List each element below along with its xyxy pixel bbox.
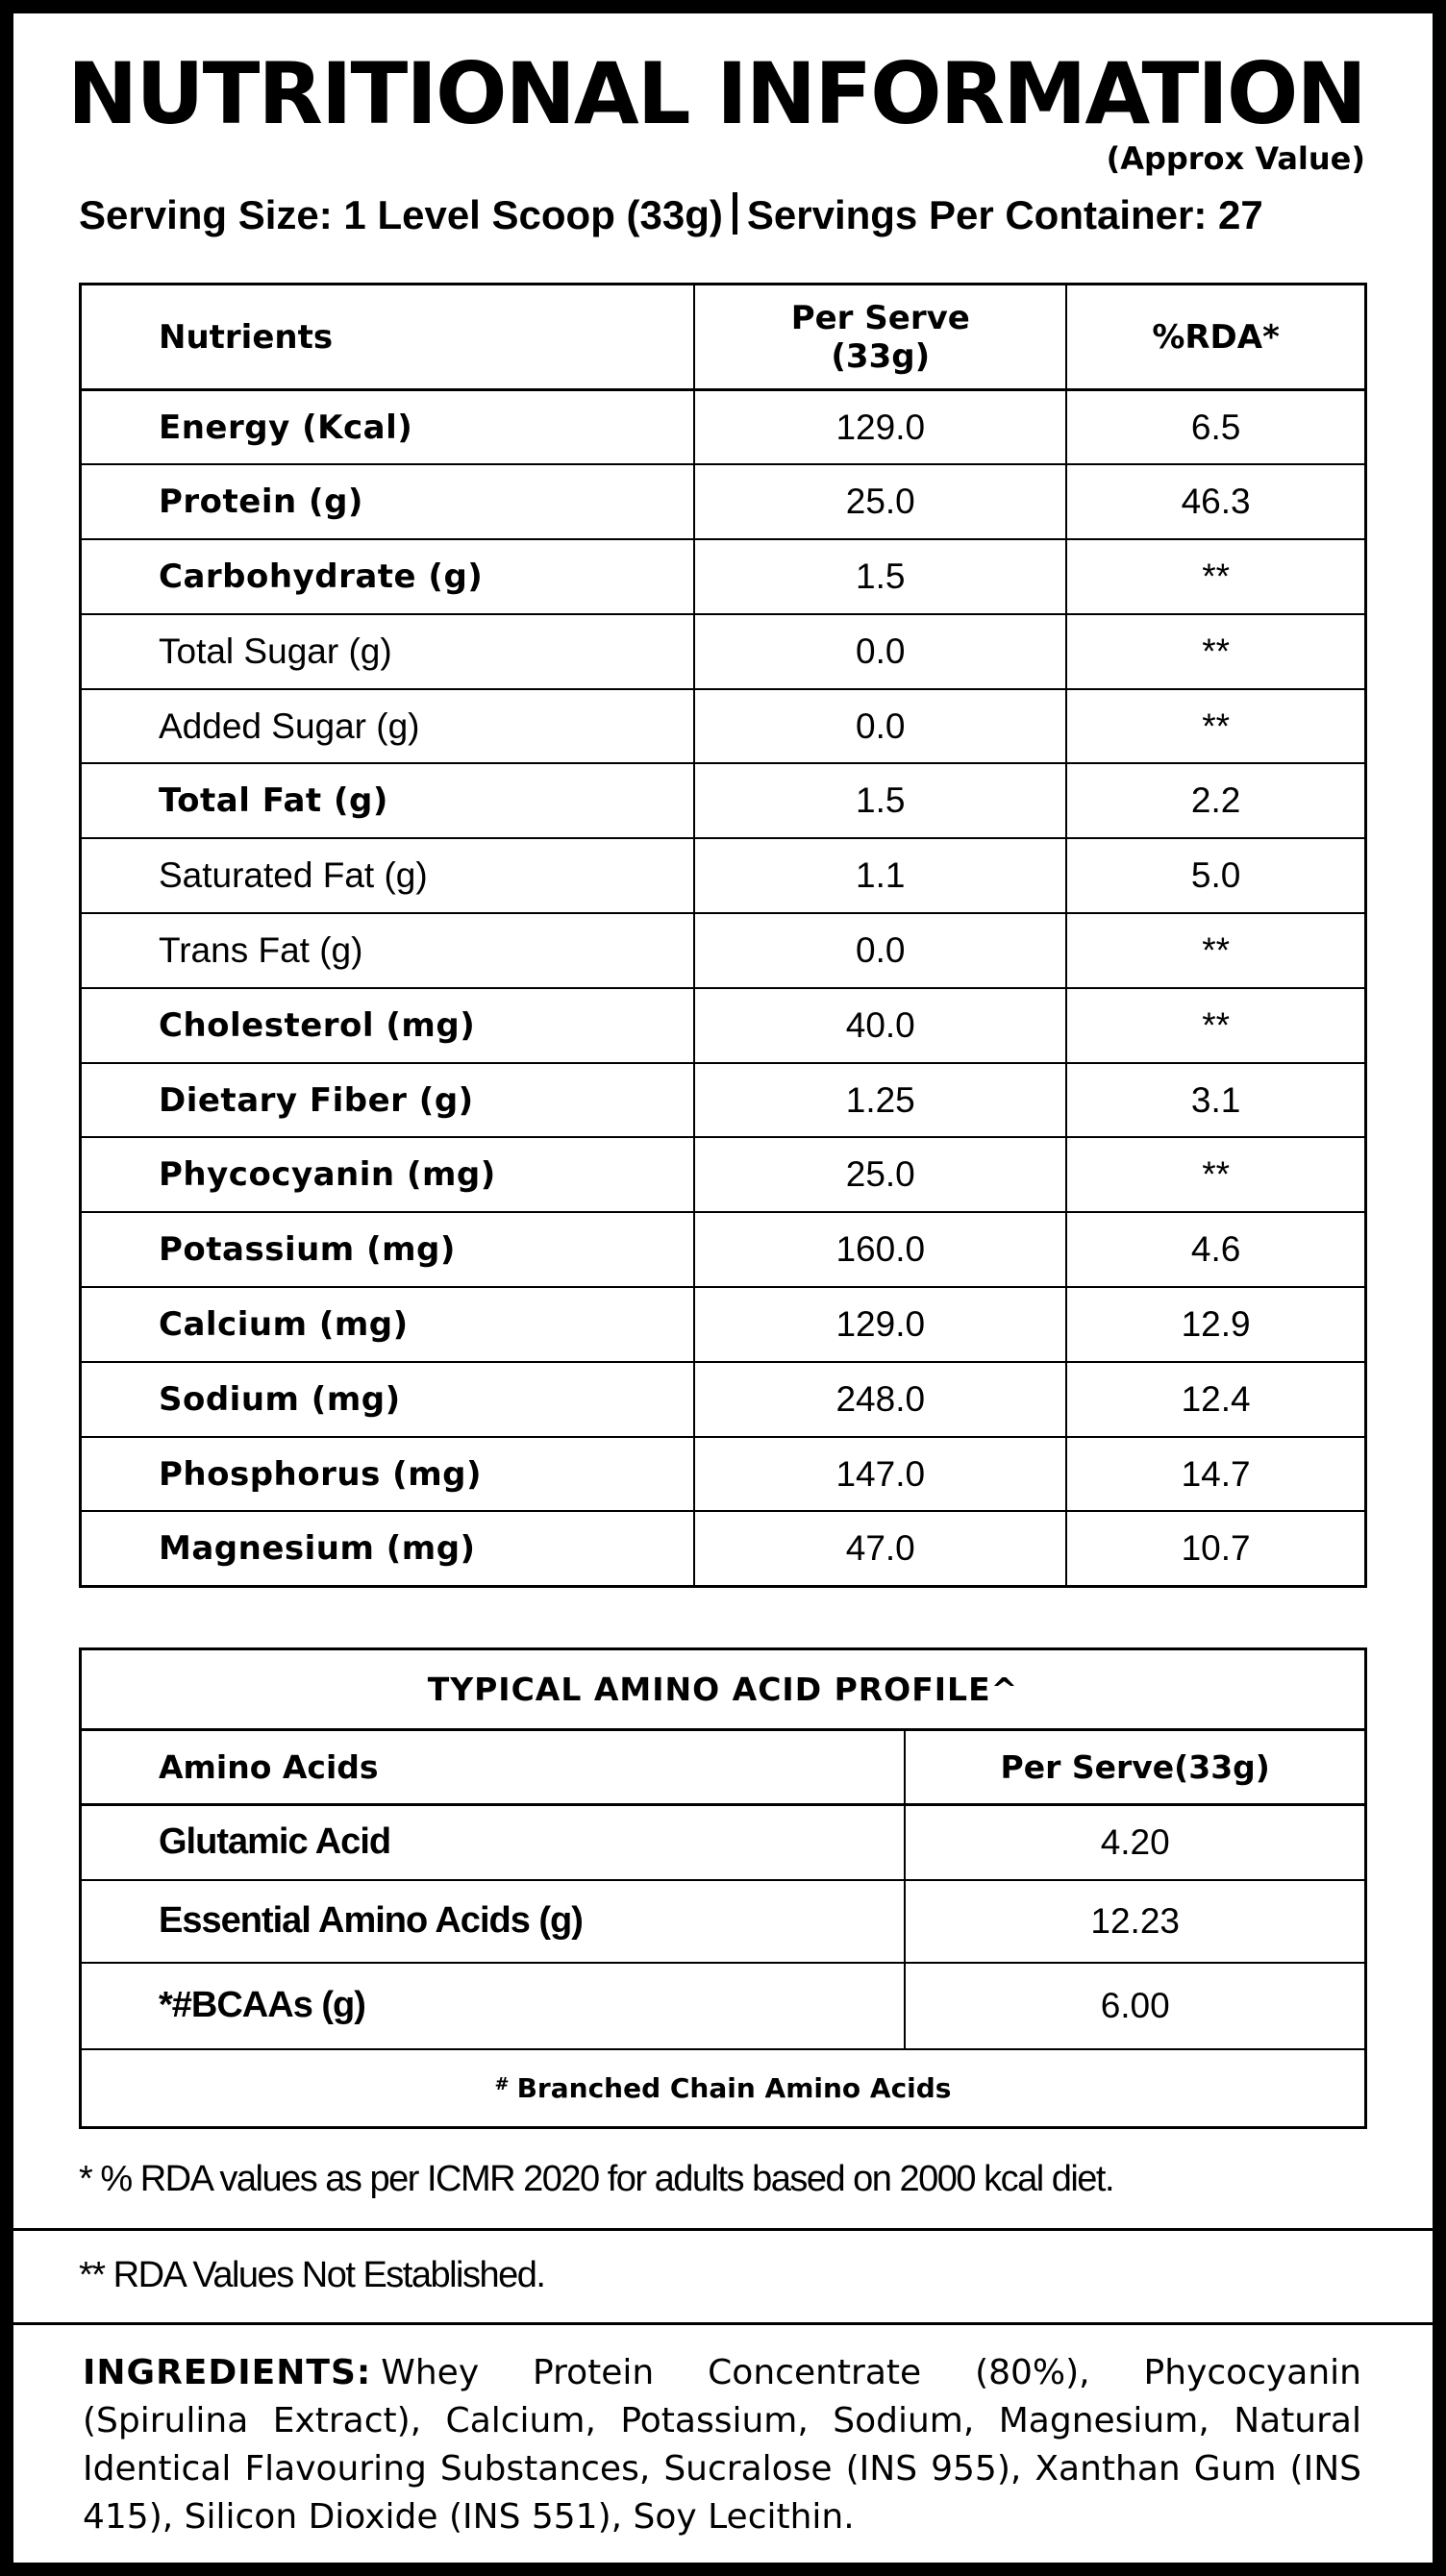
nutrient-name: Trans Fat (g) xyxy=(81,913,695,988)
amino-name: Essential Amino Acids (g) xyxy=(81,1880,906,1963)
table-row xyxy=(81,1963,1366,2049)
nutrient-per-serve: 0.0 xyxy=(694,913,1066,988)
nutrient-per-serve: 25.0 xyxy=(694,1137,1066,1212)
nutrient-rda: ** xyxy=(1066,988,1365,1063)
approx-value-note: (Approx Value) xyxy=(1106,140,1365,177)
nutrient-name: Calcium (mg) xyxy=(81,1287,695,1362)
nutrient-name: Phosphorus (mg) xyxy=(81,1437,695,1512)
table-row xyxy=(81,1437,1366,1512)
nutrient-per-serve: 1.1 xyxy=(694,838,1066,913)
nutrient-name: Protein (g) xyxy=(81,464,695,539)
servings-per-container: Servings Per Container: 27 xyxy=(746,192,1263,237)
nutrient-per-serve: 1.25 xyxy=(694,1063,1066,1138)
nutrient-rda: ** xyxy=(1066,1137,1365,1212)
nutrient-name: Cholesterol (mg) xyxy=(81,988,695,1063)
amino-footnote-row xyxy=(81,2049,1366,2128)
table-row xyxy=(81,1063,1366,1138)
table-row xyxy=(81,838,1366,913)
serving-size: Serving Size: 1 Level Scoop (33g) xyxy=(79,192,723,237)
nutrient-per-serve: 129.0 xyxy=(694,390,1066,465)
nutrient-name: Potassium (mg) xyxy=(81,1212,695,1287)
header-per-serve xyxy=(694,285,1066,390)
serving-separator xyxy=(733,192,737,235)
nutrient-per-serve: 0.0 xyxy=(694,689,1066,764)
nutrient-per-serve: 129.0 xyxy=(694,1287,1066,1362)
nutrient-rda: ** xyxy=(1066,539,1365,614)
nutrition-header-row xyxy=(81,285,1366,390)
nutrient-rda: 46.3 xyxy=(1066,464,1365,539)
nutrient-rda: 6.5 xyxy=(1066,390,1365,465)
nutrient-rda: ** xyxy=(1066,689,1365,764)
header-nutrients: Nutrients xyxy=(81,285,695,390)
amino-acid-table xyxy=(79,1647,1367,2129)
table-row xyxy=(81,913,1366,988)
table-row xyxy=(81,464,1366,539)
table-row xyxy=(81,539,1366,614)
table-row xyxy=(81,390,1366,465)
divider xyxy=(13,2228,1433,2231)
amino-caption: TYPICAL AMINO ACID PROFILE^ xyxy=(81,1649,1366,1730)
table-row xyxy=(81,1511,1366,1586)
header-amino-per-serve: Per Serve(33g) xyxy=(905,1730,1365,1805)
table-row xyxy=(81,1880,1366,1963)
nutrient-rda: 5.0 xyxy=(1066,838,1365,913)
table-row xyxy=(81,1362,1366,1437)
header-amino-acids: Amino Acids xyxy=(81,1730,906,1805)
page-title: NUTRITIONAL INFORMATION xyxy=(67,44,1365,143)
nutrient-name: Sodium (mg) xyxy=(81,1362,695,1437)
nutrient-rda: 12.9 xyxy=(1066,1287,1365,1362)
amino-name: *#BCAAs (g) xyxy=(81,1963,906,2049)
amino-name: Glutamic Acid xyxy=(81,1805,906,1880)
nutrient-rda: 12.4 xyxy=(1066,1362,1365,1437)
table-row xyxy=(81,1212,1366,1287)
footnote-text: Branched Chain Amino Acids xyxy=(516,2071,952,2104)
nutrition-table xyxy=(79,283,1367,1588)
nutrient-per-serve: 1.5 xyxy=(694,539,1066,614)
table-row xyxy=(81,763,1366,838)
ingredients-label: INGREDIENTS: xyxy=(83,2353,372,2392)
header-rda: %RDA* xyxy=(1066,285,1365,390)
amino-header-row xyxy=(81,1730,1366,1805)
amino-value: 12.23 xyxy=(905,1880,1365,1963)
header-per-serve-label: Per Serve xyxy=(790,298,970,337)
table-row xyxy=(81,689,1366,764)
nutrient-per-serve: 1.5 xyxy=(694,763,1066,838)
nutrient-rda: 2.2 xyxy=(1066,763,1365,838)
rda-note: * % RDA values as per ICMR 2020 for adults based on 2000 kcal diet. xyxy=(79,2159,1114,2199)
footnote-mark: # xyxy=(494,2073,510,2094)
nutrient-per-serve: 40.0 xyxy=(694,988,1066,1063)
nutrient-per-serve: 47.0 xyxy=(694,1511,1066,1586)
table-row xyxy=(81,1805,1366,1880)
header-per-serve-unit: (33g) xyxy=(831,336,931,376)
nutrient-per-serve: 25.0 xyxy=(694,464,1066,539)
nutrient-name: Added Sugar (g) xyxy=(81,689,695,764)
serving-info xyxy=(79,192,1367,238)
nutrient-rda: 14.7 xyxy=(1066,1437,1365,1512)
divider xyxy=(13,2322,1433,2325)
nutrient-rda: 10.7 xyxy=(1066,1511,1365,1586)
table-row xyxy=(81,1287,1366,1362)
nutrient-name: Dietary Fiber (g) xyxy=(81,1063,695,1138)
nutrient-per-serve: 147.0 xyxy=(694,1437,1066,1512)
table-row xyxy=(81,614,1366,689)
table-row xyxy=(81,988,1366,1063)
nutrient-name: Total Sugar (g) xyxy=(81,614,695,689)
rda-not-established-note: ** RDA Values Not Established. xyxy=(79,2255,545,2295)
nutrient-per-serve: 248.0 xyxy=(694,1362,1066,1437)
ingredients-block xyxy=(83,2349,1361,2541)
nutrient-per-serve: 160.0 xyxy=(694,1212,1066,1287)
nutrient-rda: 4.6 xyxy=(1066,1212,1365,1287)
nutrient-rda: ** xyxy=(1066,913,1365,988)
nutrient-name: Carbohydrate (g) xyxy=(81,539,695,614)
amino-value: 6.00 xyxy=(905,1963,1365,2049)
amino-value: 4.20 xyxy=(905,1805,1365,1880)
ingredients-text: Whey Protein Concentrate (80%), Phycocyanin (Spirulina Extract), Calcium, Potassium, Sodium, Magnesium, Natural Identical Flavouring Substances, Sucralose (INS 955), Xanthan Gum (INS 415), Silicon Dioxide (INS 551), Soy Lecithin. xyxy=(83,2353,1361,2537)
nutrient-name: Magnesium (mg) xyxy=(81,1511,695,1586)
nutrient-rda: ** xyxy=(1066,614,1365,689)
amino-footnote xyxy=(81,2049,1366,2128)
amino-caption-row xyxy=(81,1649,1366,1730)
nutrient-name: Total Fat (g) xyxy=(81,763,695,838)
table-row xyxy=(81,1137,1366,1212)
nutrient-per-serve: 0.0 xyxy=(694,614,1066,689)
nutrient-rda: 3.1 xyxy=(1066,1063,1365,1138)
nutrient-name: Saturated Fat (g) xyxy=(81,838,695,913)
nutrient-name: Energy (Kcal) xyxy=(81,390,695,465)
nutrient-name: Phycocyanin (mg) xyxy=(81,1137,695,1212)
